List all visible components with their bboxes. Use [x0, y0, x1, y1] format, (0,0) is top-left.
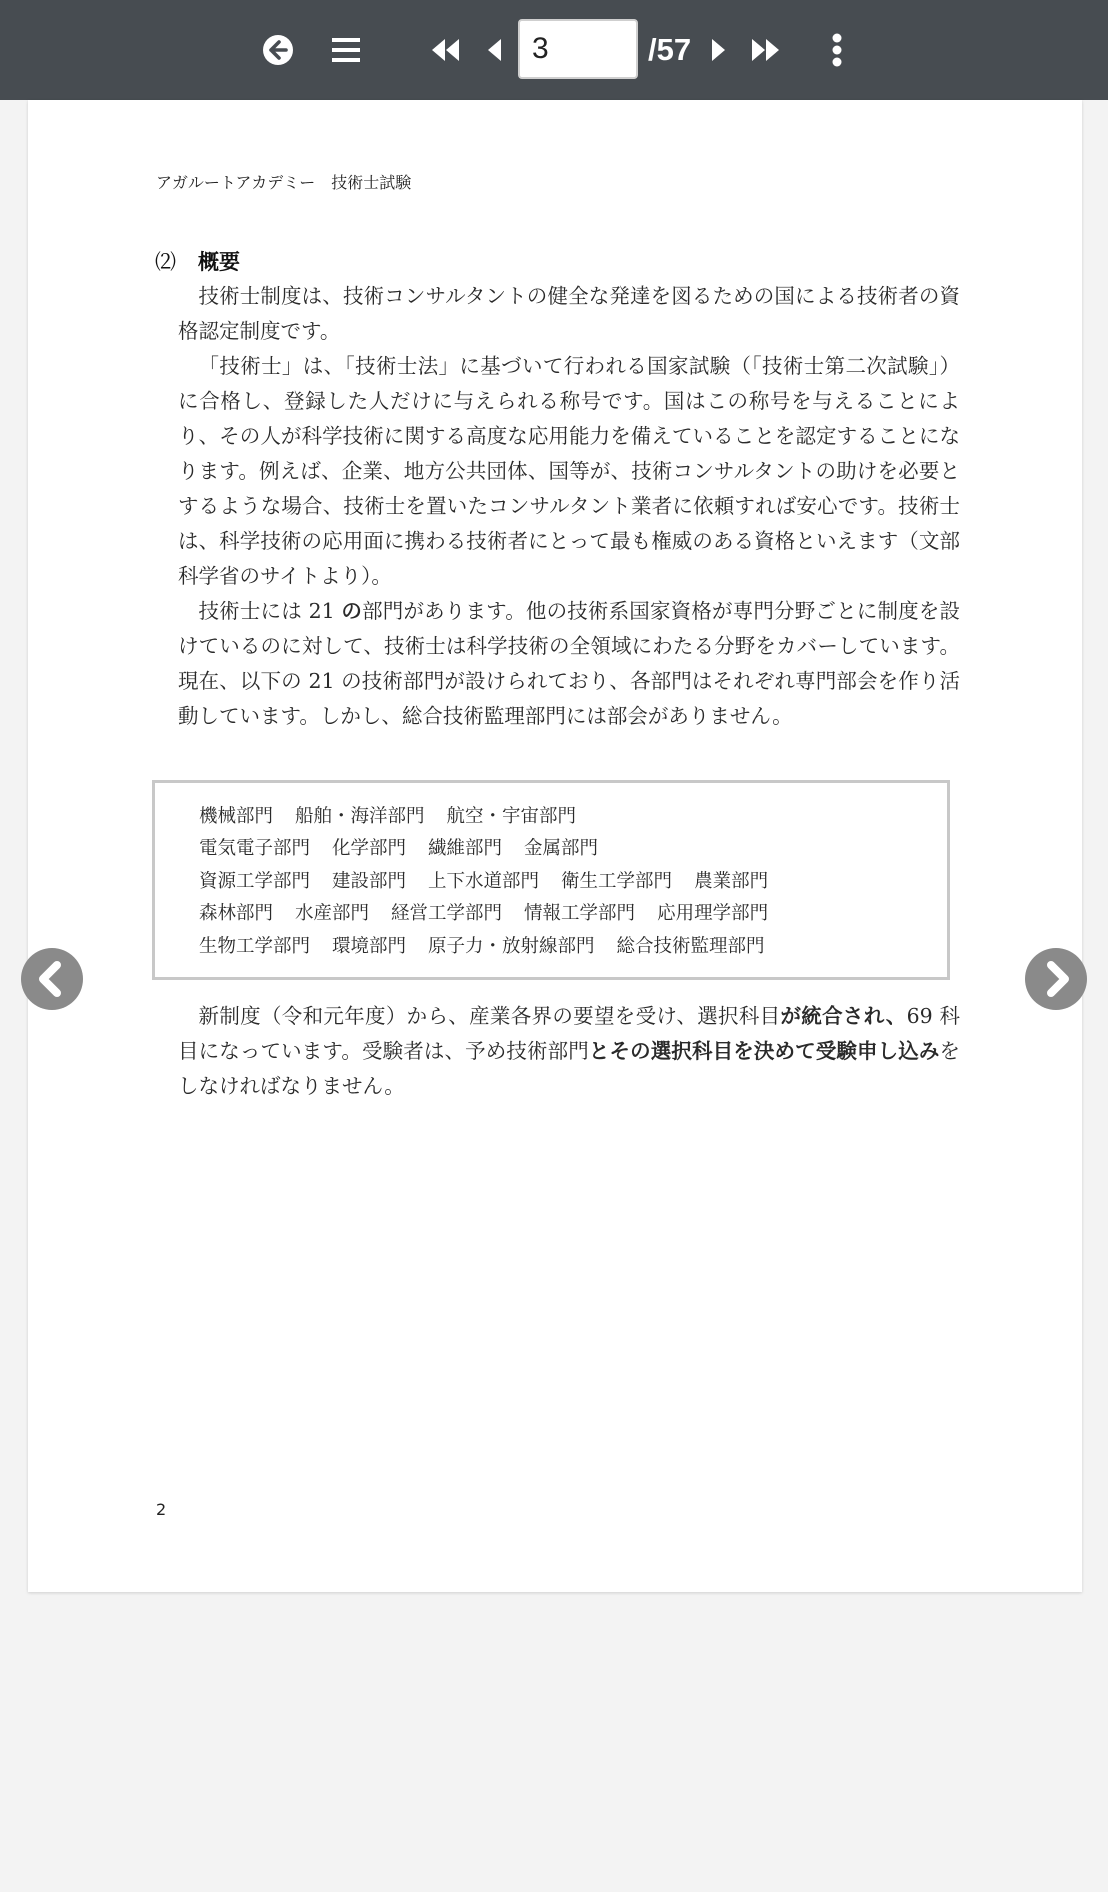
departments-row — [199, 932, 787, 958]
paragraph-new-system — [178, 999, 960, 1104]
page-total-label: /57 — [648, 32, 692, 67]
paragraph-departments-pre: 技術士には 21 — [198, 599, 342, 623]
section-heading — [155, 246, 240, 276]
department-item: 上下水道部門 — [428, 871, 540, 892]
chevron-left-icon — [21, 948, 83, 1010]
paragraph-new-system-e: をしなければなりません。 — [178, 1039, 961, 1098]
department-item: 環境部門 — [332, 936, 407, 957]
department-item: 資源工学部門 — [199, 871, 311, 892]
viewer-toolbar — [0, 0, 1108, 100]
department-item: 船舶・海洋部門 — [295, 806, 425, 827]
paragraph-engineer-title: 「技術士」は、「技術士法」に基づいて行われる国家試験（「技術士第二次試験」）に合格し、登録した人だけに与えられる称号です。国はこの称号を与えることにより、その人が科学技術に関する高度な応用能力を備えていることを認定することになります。例えば、企業、地方公共団体、国等が、技術コンサルタントの助けを必要とするような場合、技術士を置いたコンサルタント業者に依頼すれば安心です。技術士は、科学技術の応用面に携わる技術者にとって最も権威のある資格といえます（文部科学省のサイトより）。 — [178, 354, 960, 588]
paragraph-new-system-b: が統合され、 — [780, 1004, 907, 1028]
departments-row — [199, 834, 620, 860]
departments-box — [152, 780, 950, 980]
previous-page-button[interactable] — [21, 948, 83, 1010]
departments-row — [199, 867, 790, 893]
paragraph-new-system-a: 新制度（令和元年度）から、産業各界の要望を受け、選択科目 — [198, 1004, 781, 1028]
hamburger-menu-icon[interactable] — [332, 36, 360, 64]
department-item: 応用理学部門 — [657, 903, 769, 924]
department-item: 機械部門 — [199, 806, 274, 827]
department-item: 繊維部門 — [428, 838, 503, 859]
paragraph-departments-bold: の — [341, 599, 363, 623]
department-item: 化学部門 — [332, 838, 407, 859]
next-page-icon[interactable] — [711, 39, 725, 61]
chevron-right-icon — [1025, 948, 1087, 1010]
department-item: 航空・宇宙部門 — [446, 806, 577, 827]
department-item: 森林部門 — [199, 903, 274, 924]
page-number: 2 — [156, 1500, 167, 1519]
department-item: 農業部門 — [694, 871, 769, 892]
department-item: 原子力・放射線部門 — [428, 936, 595, 957]
section-number: ⑵ — [155, 250, 176, 274]
page-number-input[interactable] — [518, 19, 638, 79]
section-title: 概要 — [198, 250, 240, 274]
department-item: 経営工学部門 — [391, 903, 503, 924]
paragraph-new-system-c: 69 科目になっています。受験者は、予め技術部門 — [178, 1004, 960, 1063]
paragraph-overview: 技術士制度は、技術コンサルタントの健全な発達を図るための国による技術者の資格認定制度です。 — [178, 284, 960, 343]
paragraph-departments-post: 部門があります。他の技術系国家資格が専門分野ごとに制度を設けているのに対して、技術士は科学技術の全領域にわたる分野をカバーしています。現在、以下の 21 の技術部門が設けられており、各部門はそれぞれ専門部会を作り活動しています。しかし、総合技術監理部門には部会がありません。 — [178, 599, 961, 728]
first-page-icon[interactable] — [432, 39, 460, 61]
next-page-button[interactable] — [1025, 948, 1087, 1010]
paragraph-departments — [178, 594, 960, 734]
document-page — [28, 100, 1082, 1592]
document-header: アガルートアカデミー 技術士試験 — [156, 173, 412, 192]
department-item: 水産部門 — [295, 903, 370, 924]
last-page-icon[interactable] — [751, 39, 779, 61]
department-item: 金属部門 — [524, 838, 599, 859]
department-item: 生物工学部門 — [199, 936, 311, 957]
department-item: 電気電子部門 — [199, 838, 311, 859]
more-vert-icon[interactable] — [831, 33, 843, 67]
department-item: 建設部門 — [332, 871, 407, 892]
previous-page-icon[interactable] — [488, 39, 502, 61]
arrow-back-circle-icon[interactable] — [262, 34, 294, 66]
department-item: 衛生工学部門 — [561, 871, 673, 892]
paragraph-new-system-d: とその選択科目を決めて受験申し込み — [588, 1039, 940, 1063]
departments-row — [199, 899, 790, 925]
department-item: 情報工学部門 — [524, 903, 636, 924]
departments-row — [199, 802, 598, 828]
department-item: 総合技術監理部門 — [616, 936, 765, 957]
